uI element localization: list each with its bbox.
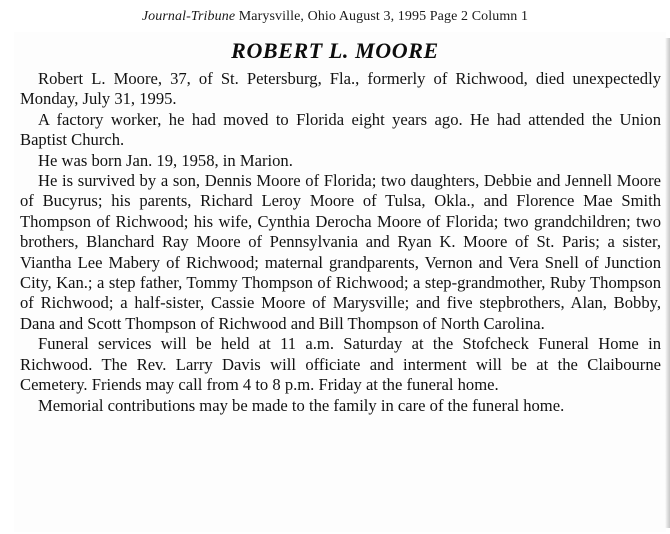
paragraph-survivors: He is survived by a son, Dennis Moore of Florida; two daughters, Debbie and Jennell Moore of Bucyrus; his parents, Richard Leroy Moore of Tulsa, Okla., and Florence Mae Smith Thompson of Richwood; his wife, Cynthia Derocha Moore of Florida; two grandchildren; two brothers, Blanchard Ray Moore of Pennsylvania and Ryan K. Moore of St. Paris; a sister, Viantha Lee Mabery of Richwood; maternal grandparents, Vernon and Vera Snell of Junction City, Kan.; a step father, Tommy Thompson of Richwood; a step-grandmother, Ruby Thompson of Richwood; a half-sister, Cassie Moore of Marysville; and five stepbrothers, Alan, Bobby, Dana and Scott Thompson of Richwood and Bill Thompson of North Carolina. (20, 171, 661, 333)
paragraph-memorial: Memorial contributions may be made to the family in care of the funeral home. (38, 395, 565, 415)
paragraph-funeral-services: Funeral services will be held at 11 a.m. Saturday at the Stofcheck Funeral Home in Richwood. The Rev. Larry Davis will officiate and interment will be at the Claibourne Cemetery. Friends may call from 4 to 8 p.m. Friday at the funeral home. (20, 334, 661, 395)
source-citation (0, 9, 670, 25)
obituary-body (20, 69, 661, 416)
citation-details: Marysville, Ohio August 3, 1995 Page 2 Column 1 (238, 9, 529, 24)
paragraph-death-notice: Robert L. Moore, 37, of St. Petersburg, Fla., formerly of Richwood, died unexpectedly Monday, July 31, 1995. (20, 69, 661, 109)
paragraph-occupation: A factory worker, he had moved to Florida eight years ago. He had attended the Union Baptist Church. (20, 109, 661, 150)
scan-edge-shadow (665, 38, 670, 528)
obituary-title: ROBERT L. MOORE (231, 38, 439, 63)
newspaper-name: Journal-Tribune (141, 9, 236, 24)
paragraph-birth: He was born Jan. 19, 1958, in Marion. (38, 150, 293, 170)
